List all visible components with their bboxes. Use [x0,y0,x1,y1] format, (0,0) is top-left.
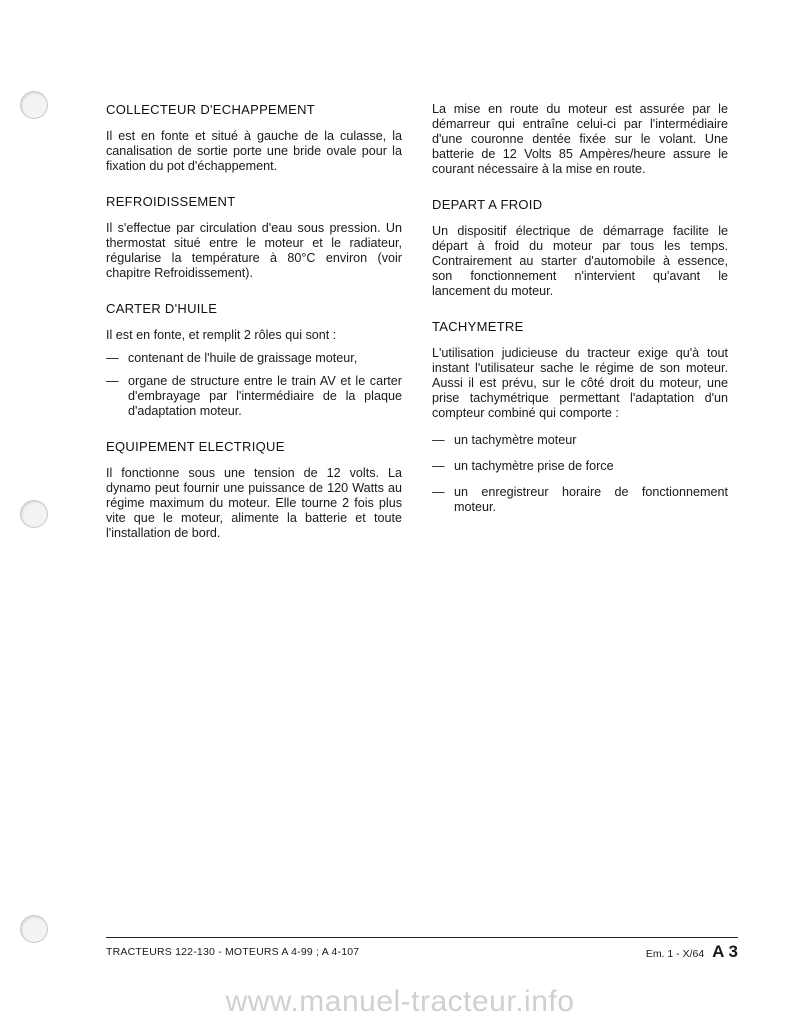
section-refroidissement [106,194,402,281]
list-item: — un tachymètre prise de force [432,459,728,474]
paragraph-carter-huile: Il est en fonte, et remplit 2 rôles qui sont : [106,328,337,342]
heading-collecteur-echappement: COLLECTEUR D'ECHAPPEMENT [106,102,316,117]
heading-tachymetre: TACHYMETRE [432,319,524,334]
list-item: — contenant de l'huile de graissage moteur, [106,351,402,366]
section-depart-a-froid [432,197,728,299]
left-column [106,102,402,561]
paragraph-refroidissement: Il s'effectue par circulation d'eau sous pression. Un thermostat situé entre le moteur et le radiateur, régularise la température à 80°C environ (voir chapitre Refroidissement). [106,221,402,280]
footer-divider [106,937,738,938]
paragraph-mise-en-route: La mise en route du moteur est assurée par le démarreur qui entraîne celui-ci par l'intermédiaire d'une couronne dentée fixée sur le volant. Une batterie de 12 Volts 85 Ampères/heure assure le courant nécessaire à la mise en route. [432,102,728,176]
carter-huile-list [106,351,402,419]
paragraph-collecteur-echappement: Il est en fonte et situé à gauche de la culasse, la canalisation de sortie porte une bride ovale pour la fixation du pot d'échappement. [106,129,402,173]
site-watermark: www.manuel-tracteur.info [225,985,575,1018]
heading-depart-a-froid: DEPART A FROID [432,197,543,212]
heading-carter-huile: CARTER D'HUILE [106,301,218,316]
heading-refroidissement: REFROIDISSEMENT [106,194,236,209]
punch-hole-bottom [20,915,48,943]
right-column [432,102,728,535]
section-tachymetre [432,319,728,515]
punch-hole-middle [20,500,48,528]
footer-title: TRACTEURS 122-130 - MOTEURS A 4-99 ; A 4-107 [106,946,360,958]
paragraph-depart-a-froid: Un dispositif électrique de démarrage facilite le départ à froid du moteur par tous les temps. Contrairement au starter d'automobile à essence, son fonctionnement n'intervient qu'avant le lancement du moteur. [432,224,728,298]
footer-edition: Em. 1 - X/64 [645,948,705,960]
footer-page-info [646,942,738,962]
list-item: — organe de structure entre le train AV et le carter d'embrayage par l'intermédiaire de la plaque d'adaptation moteur. [106,374,402,419]
tachymetre-list [432,433,728,515]
paragraph-tachymetre: L'utilisation judicieuse du tracteur exige qu'à tout instant l'utilisateur sache le régime de son moteur. Aussi il est prévu, sur le côté droit du moteur, une prise tachymétrique permettant l'adaptation d'un compteur combiné qui comporte : [432,346,728,420]
punch-hole-top [20,91,48,119]
page-number: A 3 [712,942,738,961]
paragraph-equipement-electrique: Il fonctionne sous une tension de 12 volts. La dynamo peut fournir une puissance de 120 Watts au régime maximum du moteur. Elle tourne 2 fois plus vite que le moteur, alimente la batterie et toute l'installation de bord. [106,466,402,540]
heading-equipement-electrique: EQUIPEMENT ELECTRIQUE [106,439,285,454]
section-collecteur-echappement [106,102,402,174]
list-item: — un tachymètre moteur [432,433,728,448]
section-carter-huile [106,301,402,419]
list-item: — un enregistreur horaire de fonctionnement moteur. [432,485,728,515]
section-equipement-electrique [106,439,402,541]
